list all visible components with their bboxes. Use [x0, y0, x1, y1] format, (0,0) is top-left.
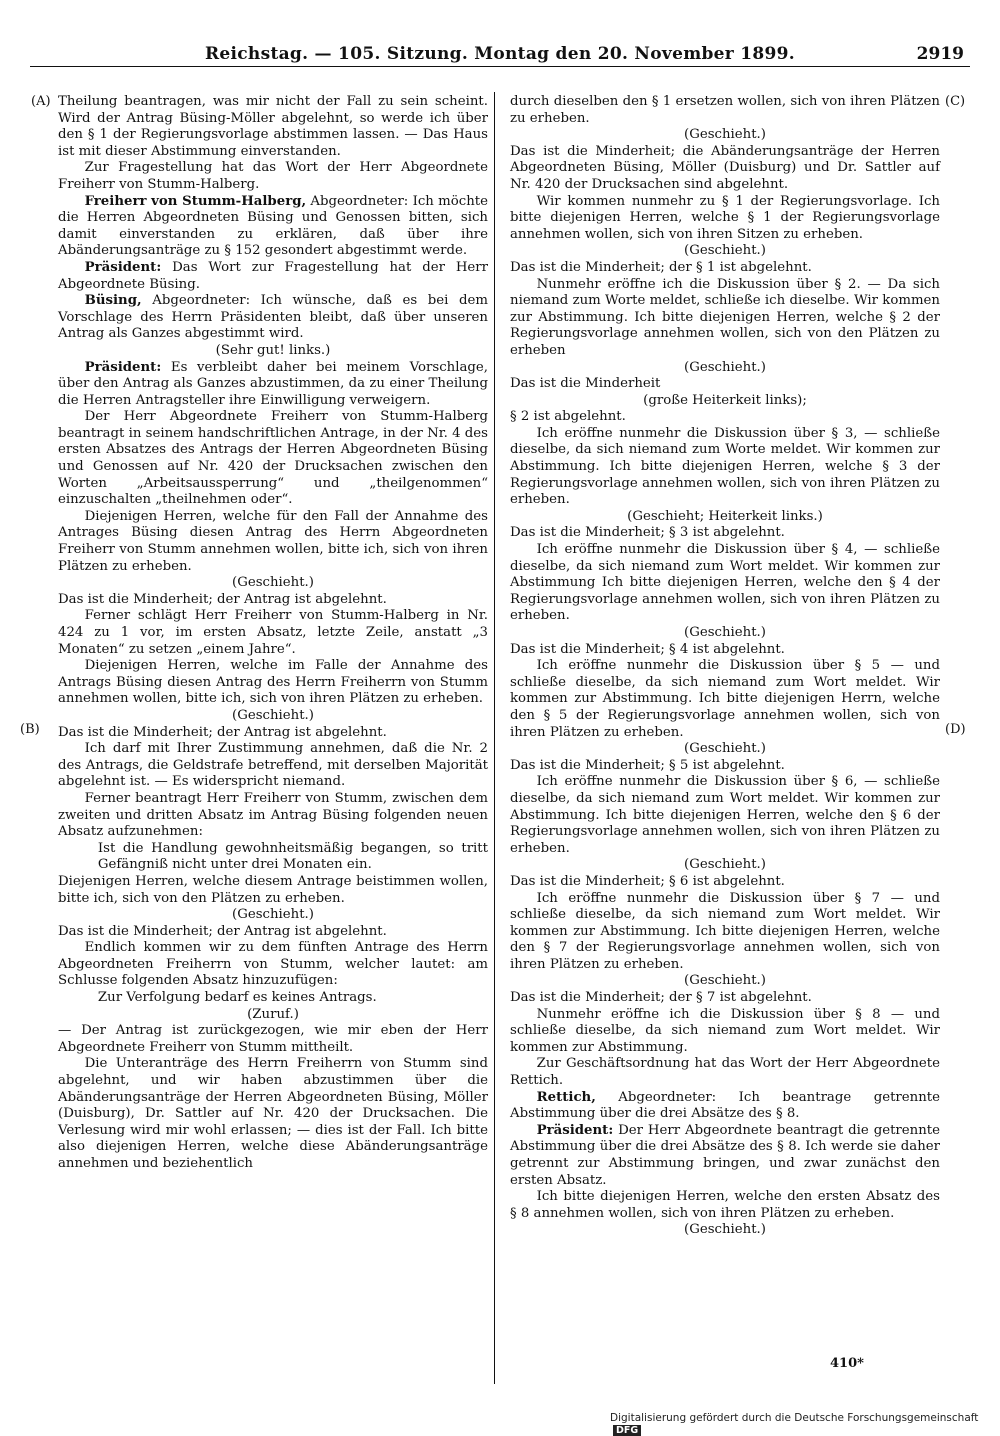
paragraph: [510, 774, 940, 857]
paragraph: [58, 509, 488, 575]
paragraph-text: Ferner beantragt Herr Freiherr von Stumm, zwischen dem zweiten und dritten Absatz im Antrag Büsing folgenden neuen Absatz aufzunehmen:: [58, 790, 488, 840]
paragraph-text: (Geschieht.): [684, 857, 766, 873]
speaker-name: Präsident:: [536, 1122, 614, 1138]
paragraph: [510, 874, 940, 891]
paragraph: [510, 642, 940, 659]
speaker-name: Freiherr von Stumm-Halberg,: [84, 193, 307, 209]
paragraph: [58, 94, 488, 160]
paragraph-text: Diejenigen Herren, welche im Falle der Annahme des Antrags Büsing diesen Antrag des Herrn Freiherrn von Stumm annehmen wollen, bitte ich, sich von ihren Plätzen zu erheben.: [58, 658, 488, 707]
interjection: [510, 509, 940, 526]
margin-letter-d: (D): [945, 722, 966, 737]
paragraph-text: (Geschieht.): [684, 243, 766, 259]
paragraph-text: Das ist die Minderheit; der § 1 ist abgelehnt.: [510, 259, 812, 275]
paragraph-text: Das ist die Minderheit; der Antrag ist abgelehnt.: [58, 724, 387, 740]
margin-letter-a: (A): [31, 94, 51, 109]
paragraph: [58, 841, 488, 874]
interjection: [510, 127, 940, 144]
paragraph: [510, 1123, 940, 1189]
paragraph-text: Zur Fragestellung hat das Wort der Herr Abgeordnete Freiherr von Stumm-Halberg.: [58, 160, 488, 192]
paragraph: [58, 990, 488, 1007]
paragraph: [510, 542, 940, 625]
paragraph-text: (Geschieht.): [684, 1222, 766, 1238]
paragraph: [510, 277, 940, 360]
left-column: [58, 94, 488, 1173]
speaker-name: Rettich,: [536, 1089, 596, 1105]
paragraph-text: Abgeordneter: Ich möchte die Herren Abgeordneten Büsing und Genossen bitten, sich damit einverstanden zu erklären, daß über ihre Abänderungsanträge zu § 152 gesondert abgestimmt werde.: [58, 193, 488, 259]
paragraph-text: Der Herr Abgeordnete Freiherr von Stumm-Halberg beantragt in seinem handschriftlichen Antrage, in der Nr. 4 des ersten Absatzes des Antrags der Herren Abgeordneten Büsing und Genossen auf Nr. 420 der Drucksachen zwischen den Worten „Arbeitsaussperrung“ und „theilgenommen“ einzuschalten „theilnehmen oder“.: [58, 409, 488, 508]
paragraph: [58, 658, 488, 708]
signature-mark: 410*: [830, 1356, 864, 1371]
paragraph: [58, 194, 488, 260]
paragraph-text: Nunmehr eröffne ich die Diskussion über § 2. — Da sich niemand zum Worte meldet, schließe ich dieselbe. Wir kommen zur Abstimmung. Ich bitte diejenigen Herren, welche § 2 der Regierungsvorlage annehmen wollen, sich von den Plätzen zu erheben: [510, 276, 940, 358]
paragraph-text: Das Wort zur Fragestellung hat der Herr Abgeordnete Büsing.: [58, 259, 488, 292]
interjection: [510, 973, 940, 990]
interjection: [510, 857, 940, 874]
paragraph-text: Wir kommen nunmehr zu § 1 der Regierungsvorlage. Ich bitte diejenigen Herren, welche § 1 der Regierungsvorlage annehmen wollen, sich von ihren Sitzen zu erheben.: [510, 193, 940, 242]
paragraph-text: durch dieselben den § 1 ersetzen wollen, sich von ihren Plätzen zu erheben.: [510, 94, 940, 126]
paragraph: [58, 592, 488, 609]
interjection: [510, 1222, 940, 1239]
paragraph-text: (Geschieht.): [684, 741, 766, 757]
paragraph: [58, 741, 488, 791]
paragraph-text: § 2 ist abgelehnt.: [510, 409, 626, 425]
paragraph-text: (Zuruf.): [247, 1006, 299, 1022]
paragraph-text: Nunmehr eröffne ich die Diskussion über § 8 — und schließe dieselbe, da sich niemand zum Wort meldet. Wir kommen zur Abstimmung.: [510, 1006, 940, 1055]
paragraph-text: (Geschieht.): [232, 907, 314, 923]
paragraph-text: (Geschieht.): [684, 625, 766, 640]
paragraph-text: (Geschieht.): [684, 127, 766, 143]
paragraph-text: Ich eröffne nunmehr die Diskussion über § 4, — schließe dieselbe, da sich niemand zum Wort meldet. Wir kommen zur Abstimmung Ich bitte diejenigen Herren, welche den § 4 der Regierungsvorlage annehmen wollen, sich von ihren Plätzen zu erheben.: [510, 542, 940, 624]
paragraph-text: Das ist die Minderheit: [510, 376, 661, 392]
paragraph: [58, 874, 488, 907]
footer-credit: [610, 1412, 1000, 1436]
paragraph-text: (große Heiterkeit links);: [643, 392, 807, 408]
paragraph: [510, 1007, 940, 1057]
paragraph-text: Ich eröffne nunmehr die Diskussion über § 3, — schließe dieselbe, da sich niemand zum Worte meldet. Wir kommen zur Abstimmung. Ich bitte diejenigen Herren, welche § 3 der Regierungsvorlage annehmen wollen, sich von ihren Plätzen zu erheben.: [510, 425, 940, 508]
paragraph-text: Ist die Handlung gewohnheitsmäßig begangen, so tritt Gefängniß nicht unter drei Monaten ein.: [97, 840, 488, 873]
paragraph-text: Abgeordneter: Ich wünsche, daß es bei dem Vorschlage des Herrn Präsidenten bleibt, daß über unseren Antrag als Ganzes abgestimmt wird.: [58, 293, 488, 342]
paragraph: [58, 791, 488, 841]
paragraph: [510, 758, 940, 775]
paragraph-text: Zur Verfolgung bedarf es keines Antrags.: [97, 990, 377, 1006]
paragraph: [510, 426, 940, 509]
paragraph: [510, 1189, 940, 1222]
dfg-logo: DFG: [613, 1425, 641, 1436]
paragraph-text: Abgeordneter: Ich beantrage getrennte Abstimmung über die drei Absätze des § 8.: [510, 1089, 940, 1122]
speaker-name: Präsident:: [84, 359, 162, 375]
paragraph-text: (Geschieht.): [232, 707, 314, 723]
speaker-name: Büsing,: [84, 293, 142, 309]
paragraph-text: Endlich kommen wir zu dem fünften Antrage des Herrn Abgeordneten Freiherrn von Stumm, welcher lautet: am Schlusse folgenden Absatz hinzuzufügen:: [58, 940, 488, 989]
paragraph-text: (Geschieht.): [232, 575, 314, 591]
paragraph-text: Zur Geschäftsordnung hat das Wort der Herr Abgeordnete Rettich.: [510, 1056, 940, 1089]
paragraph: [58, 160, 488, 193]
interjection: [58, 907, 488, 924]
paragraph-text: Das ist die Minderheit; § 5 ist abgelehnt.: [510, 757, 785, 773]
paragraph-text: Ich eröffne nunmehr die Diskussion über § 5 — und schließe dieselbe, da sich niemand zum Wort meldet. Wir kommen zur Abstimmung. Ich bitte diejenigen Herrn, welche den § 5 der Regierungsvorlage annehmen wollen, sich von ihren Plätzen zu erheben.: [510, 658, 940, 740]
margin-letter-b: (B): [20, 722, 40, 737]
interjection: [58, 1007, 488, 1024]
footer-credit-text: Digitalisierung gefördert durch die Deutsche Forschungsgemeinschaft: [610, 1412, 979, 1424]
paragraph: [58, 924, 488, 941]
paragraph-text: (Sehr gut! links.): [215, 342, 331, 358]
paragraph: [510, 525, 940, 542]
margin-letter-c: (C): [945, 94, 966, 109]
paragraph-text: (Geschieht.): [684, 973, 766, 989]
paragraph: [510, 1056, 940, 1089]
paragraph: [510, 990, 940, 1007]
interjection: [58, 343, 488, 360]
paragraph: [58, 260, 488, 293]
paragraph: [510, 376, 940, 393]
paragraph-text: Diejenigen Herren, welche diesem Antrage beistimmen wollen, bitte ich, sich von den Plätzen zu erheben.: [58, 873, 488, 906]
paragraph-text: Die Unteranträge des Herrn Freiherrn von Stumm sind abgelehnt, und wir haben abzustimmen über die Abänderungsanträge der Herren Abgeordneten Büsing, Möller (Duisburg), Dr. Sattler auf Nr. 420 der Drucksachen. Die Verlesung wird mir wohl erlassen; — dies ist der Fall. Ich bitte also diejenigen Herren, welche diese Abänderungsanträge annehmen und beziehentlich: [58, 1056, 488, 1171]
page-header: [30, 42, 970, 67]
paragraph-text: Das ist die Minderheit; die Abänderungsanträge der Herren Abgeordneten Büsing, Möller (Duisburg) und Dr. Sattler auf Nr. 420 der Drucksachen sind abgelehnt.: [510, 143, 940, 192]
paragraph-text: Das ist die Minderheit; § 4 ist abgelehnt.: [510, 641, 785, 657]
interjection: [510, 741, 940, 758]
paragraph: [58, 608, 488, 658]
paragraph-text: Diejenigen Herren, welche für den Fall der Annahme des Antrages Büsing diesen Antrag des Herrn Abgeordneten Freiherr von Stumm annehmen wollen, bitte ich, sich von ihren Plätzen zu erheben.: [58, 508, 488, 574]
paragraph-text: Das ist die Minderheit; der § 7 ist abgelehnt.: [510, 990, 812, 1006]
paragraph-text: — Der Antrag ist zurückgezogen, wie mir eben der Herr Abgeordnete Freiherr von Stumm mittheilt.: [58, 1023, 488, 1055]
paragraph: [510, 409, 940, 426]
paragraph: [510, 144, 940, 194]
paragraph-text: Der Herr Abgeordnete beantragt die getrennte Abstimmung über die drei Absätze des § 8. Ich werde sie daher getrennt zur Abstimmung bringen, und zwar zunächst den ersten Absatz.: [510, 1122, 940, 1188]
paragraph-text: Ich eröffne nunmehr die Diskussion über § 7 — und schließe dieselbe, da sich niemand zum Wort meldet. Wir kommen zur Abstimmung. Ich bitte diejenigen Herren, welche den § 7 der Regierungsvorlage annehmen wollen, sich von ihren Plätzen zu erheben.: [510, 890, 940, 972]
page-number: 2919: [916, 44, 964, 64]
interjection: [510, 625, 940, 642]
running-title: Reichstag. — 105. Sitzung. Montag den 20. November 1899.: [204, 44, 796, 64]
paragraph-text: Das ist die Minderheit; der Antrag ist abgelehnt.: [58, 591, 387, 607]
interjection: [58, 708, 488, 725]
paragraph-text: Theilung beantragen, was mir nicht der Fall zu sein scheint. Wird der Antrag Büsing-Möller abgelehnt, so werde ich über den § 1 der Regierungsvorlage abstimmen lassen. — Das Haus ist mit dieser Abstimmung einverstanden.: [58, 94, 488, 159]
paragraph-text: Das ist die Minderheit; § 3 ist abgelehnt.: [510, 525, 785, 541]
paragraph: [58, 940, 488, 990]
interjection: [58, 575, 488, 592]
paragraph: [58, 1023, 488, 1056]
paragraph-text: Ich eröffne nunmehr die Diskussion über § 6, — schließe dieselbe, da sich niemand zum Wort meldet. Wir kommen zur Abstimmung. Ich bitte diejenigen Herren, welche den § 6 der Regierungsvorlage annehmen wollen, sich von ihren Plätzen zu erheben.: [510, 774, 940, 856]
paragraph: [510, 658, 940, 741]
paragraph-text: Ferner schlägt Herr Freiherr von Stumm-Halberg in Nr. 424 zu 1 vor, im ersten Absatz, letzte Zeile, anstatt „3 Monaten“ zu setzen „einem Jahre“.: [58, 608, 488, 657]
paragraph: [58, 293, 488, 343]
interjection: [510, 393, 940, 410]
paragraph: [510, 260, 940, 277]
paragraph-text: (Geschieht; Heiterkeit links.): [627, 508, 823, 524]
right-column: [510, 94, 940, 1239]
paragraph: [510, 1090, 940, 1123]
paragraph-text: Das ist die Minderheit; der Antrag ist abgelehnt.: [58, 923, 387, 939]
column-rule: [494, 92, 495, 1384]
paragraph: [510, 891, 940, 974]
speaker-name: Präsident:: [84, 259, 162, 275]
paragraph-text: Es verbleibt daher bei meinem Vorschlage, über den Antrag als Ganzes abzustimmen, da zu einer Theilung die Herren Antragsteller ihre Einwilligung verweigern.: [58, 359, 488, 408]
interjection: [510, 360, 940, 377]
paragraph-text: (Geschieht.): [684, 359, 766, 375]
paragraph-text: Das ist die Minderheit; § 6 ist abgelehnt.: [510, 873, 785, 889]
paragraph: [58, 725, 488, 742]
paragraph: [510, 194, 940, 244]
interjection: [510, 243, 940, 260]
paragraph: [58, 409, 488, 509]
paragraph: [58, 360, 488, 410]
paragraph: [510, 94, 940, 127]
paragraph-text: Ich bitte diejenigen Herren, welche den ersten Absatz des § 8 annehmen wollen, sich von ihren Plätzen zu erheben.: [510, 1189, 940, 1221]
paragraph: [58, 1056, 488, 1172]
paragraph-text: Ich darf mit Ihrer Zustimmung annehmen, daß die Nr. 2 des Antrags, die Geldstrafe betreffend, mit derselben Majorität abgelehnt ist. — Es widerspricht niemand.: [58, 741, 488, 790]
